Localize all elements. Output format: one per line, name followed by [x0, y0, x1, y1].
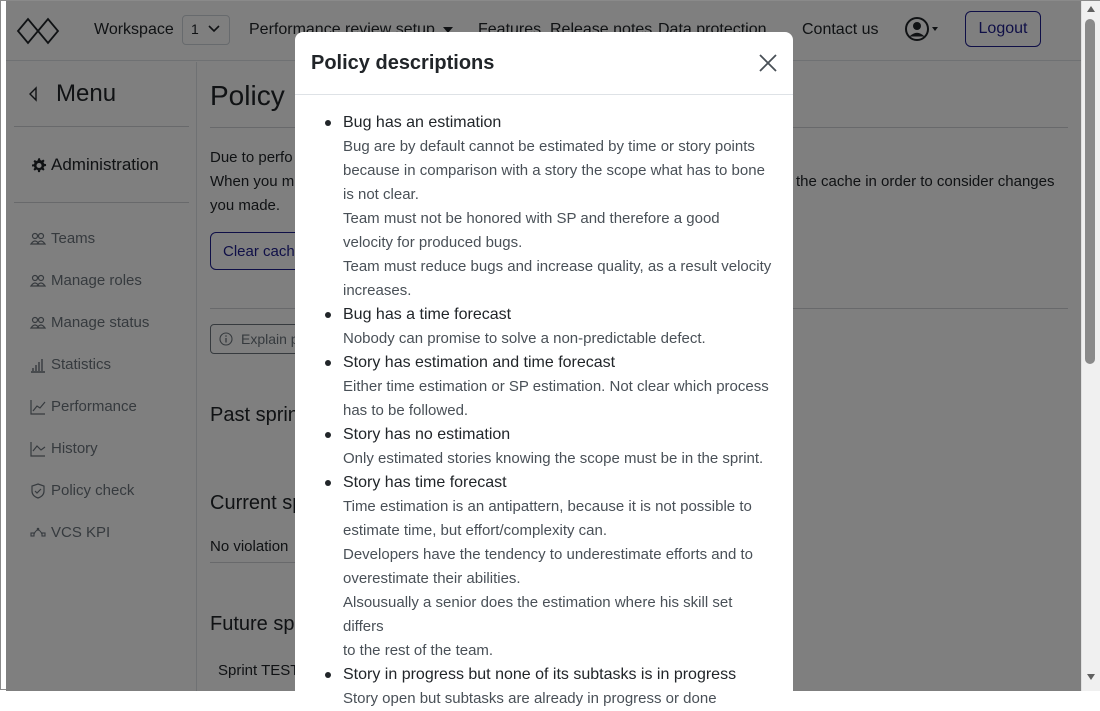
policy-description-line: increases.: [343, 282, 412, 299]
policy-description-line: to the rest of the team.: [343, 642, 494, 659]
policy-description-line: Nobody can promise to solve a non-predictable defect.: [343, 330, 706, 347]
policy-title: Story has no estimation: [343, 426, 511, 443]
close-button[interactable]: [757, 52, 779, 74]
policy-description-line: Only estimated stories knowing the scope must be in the sprint.: [343, 450, 764, 467]
policy-item: [295, 351, 793, 423]
policy-description-line: because in comparison with a story the scope what has to bone: [343, 162, 765, 179]
policy-item: [295, 111, 793, 303]
scroll-up-arrow-icon[interactable]: [1087, 6, 1095, 12]
policy-description-line: is not clear.: [343, 186, 419, 203]
policy-description-line: Either time estimation or SP estimation. Not clear which process: [343, 378, 769, 395]
policy-description-line: Alsousually a senior does the estimation where his skill set differs: [343, 594, 733, 635]
scroll-down-arrow-icon[interactable]: [1087, 674, 1095, 680]
policy-description-line: overestimate their abilities.: [343, 570, 521, 587]
policy-title: Bug has a time forecast: [343, 306, 512, 323]
modal-header: [295, 32, 793, 95]
policy-item: [295, 303, 793, 351]
policy-description-line: Story open but subtasks are already in progress or done: [343, 690, 717, 707]
policy-description-line: Team must not be honored with SP and therefore a good: [343, 210, 720, 227]
policy-description-line: Bug are by default cannot be estimated by time or story points: [343, 138, 755, 155]
policy-item: [295, 423, 793, 471]
policy-description-line: velocity for produced bugs.: [343, 234, 523, 251]
policy-descriptions-modal: [295, 32, 793, 707]
policy-title: Story has estimation and time forecast: [343, 354, 616, 371]
policy-title: Bug has an estimation: [343, 114, 502, 131]
policy-description-line: estimate time, but effort/complexity can.: [343, 522, 608, 539]
close-icon: [757, 52, 779, 74]
policy-item: [295, 663, 793, 711]
page-scrollbar[interactable]: [1081, 1, 1100, 691]
policy-item: [295, 471, 793, 663]
policy-description-line: Developers have the tendency to underestimate efforts and to: [343, 546, 753, 563]
policy-list: [295, 111, 793, 711]
policy-description-line: Time estimation is an antipattern, because it is not possible to: [343, 498, 752, 515]
policy-description-line: has to be followed.: [343, 402, 469, 419]
scrollbar-thumb[interactable]: [1085, 19, 1095, 364]
policy-title: Story has time forecast: [343, 474, 507, 491]
policy-description-line: Team must reduce bugs and increase quality, as a result velocity: [343, 258, 772, 275]
modal-body: [295, 111, 793, 711]
policy-title: Story in progress but none of its subtasks is in progress: [343, 666, 737, 683]
modal-title: Policy descriptions: [311, 52, 495, 74]
